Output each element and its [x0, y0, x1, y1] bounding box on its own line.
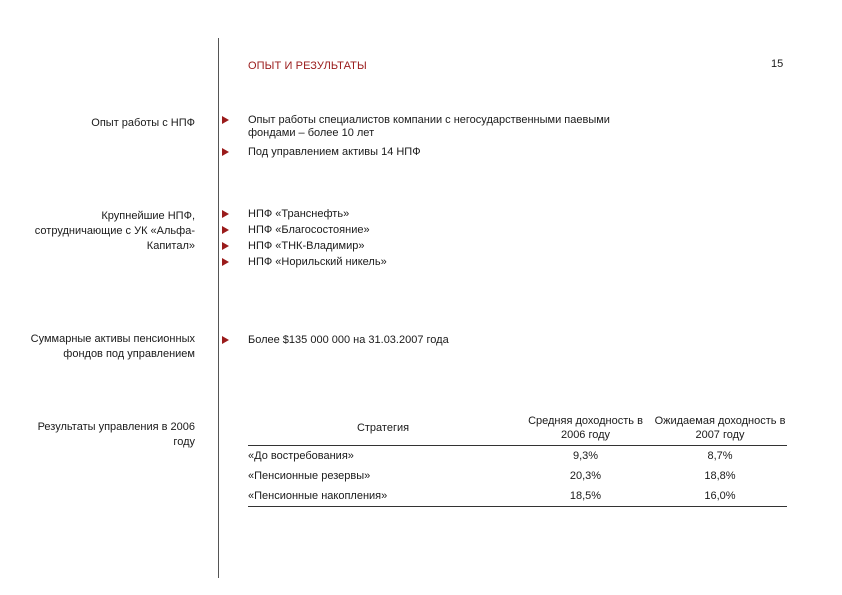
section-label-experience: Опыт работы с НПФ [91, 117, 195, 129]
strategy-cell: «Пенсионные резервы» [248, 470, 371, 482]
header-strategy: Стратегия [248, 412, 518, 446]
arrow-bullet-icon [222, 336, 229, 344]
arrow-bullet-icon [222, 148, 229, 156]
section-label-total-assets: Суммарные активы пенсионных фондов под управлением [30, 333, 195, 360]
table-header-row [248, 412, 787, 446]
arrow-bullet-icon [222, 258, 229, 266]
total-assets-list [222, 332, 622, 348]
expected-yield-cell: 18,8% [704, 470, 736, 482]
section-label-largest-funds: Крупнейшие НПФ, сотрудничающие с УК «Альфа-Капитал» [34, 210, 195, 252]
table-row [248, 446, 787, 467]
arrow-bullet-icon [222, 242, 229, 250]
largest-funds-list [222, 206, 622, 270]
table-row [248, 486, 787, 507]
list-item [222, 254, 622, 270]
list-item [222, 146, 652, 159]
total-assets-text: Более $135 000 000 на 31.03.2007 года [248, 334, 449, 346]
table-row [248, 466, 787, 486]
avg-yield-cell: 18,5% [518, 486, 653, 507]
experience-item-text: Под управлением активы 14 НПФ [248, 146, 421, 158]
arrow-bullet-icon [222, 210, 229, 218]
section-label-results: Результаты управления в 2006 году [37, 421, 195, 448]
strategy-cell: «До востребования» [248, 450, 354, 462]
header-avg-yield: Средняя доходность в 2006 году [518, 412, 653, 446]
expected-yield-cell: 8,7% [707, 450, 733, 462]
page-title: ОПЫТ И РЕЗУЛЬТАТЫ [248, 60, 367, 72]
page-number: 15 [771, 58, 784, 70]
strategy-cell: «Пенсионные накопления» [248, 486, 518, 507]
fund-name: НПФ «Транснефть» [248, 208, 350, 220]
experience-list [222, 114, 652, 162]
results-table [248, 412, 787, 507]
arrow-bullet-icon [222, 226, 229, 234]
list-item [222, 206, 622, 222]
list-item [222, 222, 622, 238]
vertical-divider [218, 38, 219, 578]
list-item [222, 238, 622, 254]
header-expected-yield: Ожидаемая доходность в 2007 году [653, 412, 787, 446]
list-item [222, 332, 622, 348]
avg-yield-cell: 9,3% [572, 450, 599, 462]
arrow-bullet-icon [222, 116, 229, 124]
fund-name: НПФ «Норильский никель» [248, 256, 387, 268]
fund-name: НПФ «ТНК-Владимир» [248, 240, 365, 252]
fund-name: НПФ «Благосостояние» [248, 224, 370, 236]
expected-yield-cell: 16,0% [653, 486, 787, 507]
avg-yield-cell: 20,3% [569, 470, 602, 482]
list-item [222, 114, 652, 140]
experience-item-text: Опыт работы специалистов компании с негосударственными паевыми фондами – более 10 лет [248, 114, 610, 139]
